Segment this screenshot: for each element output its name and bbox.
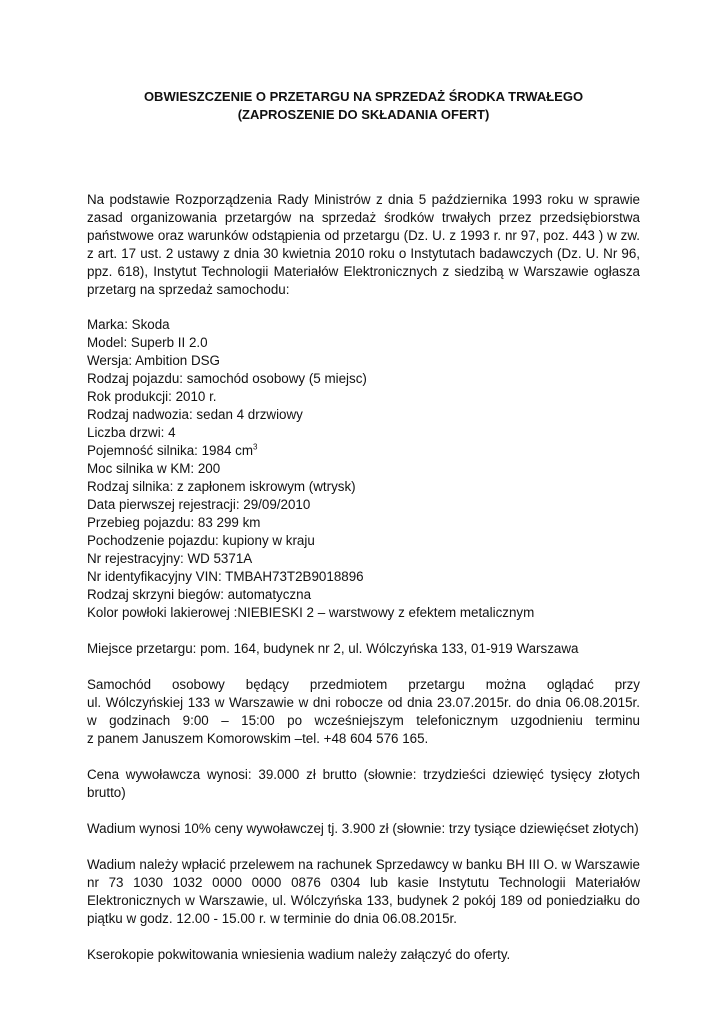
document-title: OBWIESZCZENIE O PRZETARGU NA SPRZEDAŻ ŚRODKA TRWAŁEGO (ZAPROSZENIE DO SKŁADANIA OFERT) [143,89,584,122]
spec-kolor: Kolor powłoki lakierowej :NIEBIESKI 2 – warstwowy z efektem metalicznym [87,605,535,620]
auction-location: Miejsce przetargu: pom. 164, budynek nr 2, ul. Wólczyńska 133, 01-919 Warszawa [87,641,579,656]
spec-model: Model: Superb II 2.0 [87,335,208,350]
spec-rok-produkcji: Rok produkcji: 2010 r. [87,389,217,404]
spec-pojemnosc-text: Pojemność silnika: 1984 cm [87,443,253,458]
spec-rodzaj-pojazdu: Rodzaj pojazdu: samochód osobowy (5 miejsc) [87,371,367,386]
spec-moc: Moc silnika w KM: 200 [87,461,221,476]
inspection-line-2: ul. Wólczyńskiej 133 w Warszawie w dni robocze od dnia 23.07.2015r. do dnia 06.08.2015r. [87,695,640,710]
starting-price: Cena wywoławcza wynosi: 39.000 zł brutto (słownie: trzydzieści dziewięć tysięcy złotych brutto) [87,767,640,800]
spec-marka: Marka: Skoda [87,317,170,332]
spec-data-rejestracji: Data pierwszej rejestracji: 29/09/2010 [87,497,311,512]
spec-skrzynia: Rodzaj skrzyni biegów: automatyczna [87,587,312,602]
vehicle-specs-list [87,316,640,622]
spec-pojemnosc [87,442,640,460]
spec-pochodzenie: Pochodzenie pojazdu: kupiony w kraju [87,533,315,548]
spec-pojemnosc-superscript: 3 [252,442,258,452]
spec-rodzaj-silnika: Rodzaj silnika: z zapłonem iskrowym (wtrysk) [87,479,356,494]
spec-wersja: Wersja: Ambition DSG [87,353,220,368]
intro-paragraph: Na podstawie Rozporządzenia Rady Ministrów z dnia 5 października 1993 roku w sprawie zasad organizowania przetargów na sprzedaż środków trwałych przez przedsiębiorstwa państwowe oraz warunków odstąpienia od przetargu (Dz. U. z 1993 r. nr 97, poz. 443 ) w zw. z art. 17 ust. 2 ustawy z dnia 30 kwietnia 2010 roku o Instytutach badawczych (Dz. U. Nr 96, ppz. 618), Instytut Technologii Materiałów Elektronicznych z siedzibą w Warszawie ogłasza przetarg na sprzedaż samochodu: [87,192,640,297]
inspection-line-1: Samochód osobowy będący przedmiotem przetargu można oglądać przy [87,677,640,692]
deposit-receipt-note: Kserokopie pokwitowania wniesienia wadium należy załączyć do oferty. [87,947,511,962]
deposit-payment: Wadium należy wpłacić przelewem na rachunek Sprzedawcy w banku BH III O. w Warszawie nr 73 1030 1032 0000 0000 0876 0304 lub kasie Instytutu Technologii Materiałów Elektronicznych w Warszawie, ul. Wólczyńska 133, budynek 2 pokój 189 od poniedziałku do piątku w godz. 12.00 - 15.00 r. w terminie do dnia 06.08.2015r. [87,857,640,926]
inspection-line-3: w godzinach 9:00 – 15:00 po wcześniejszym telefonicznym uzgodnieniu terminu [87,713,640,728]
spec-nr-rejestracyjny: Nr rejestracyjny: WD 5371A [87,551,253,566]
spec-przebieg: Przebieg pojazdu: 83 299 km [87,515,261,530]
spec-rodzaj-nadwozia: Rodzaj nadwozia: sedan 4 drzwiowy [87,407,303,422]
inspection-paragraph [87,676,640,748]
spec-liczba-drzwi: Liczba drzwi: 4 [87,425,176,440]
spec-vin: Nr identyfikacyjny VIN: TMBAH73T2B9018896 [87,569,364,584]
inspection-line-4: z panem Januszem Komorowskim –tel. +48 604 576 165. [87,731,429,746]
deposit-amount: Wadium wynosi 10% ceny wywoławczej tj. 3.900 zł (słownie: trzy tysiące dziewięćset złotych) [87,821,639,836]
